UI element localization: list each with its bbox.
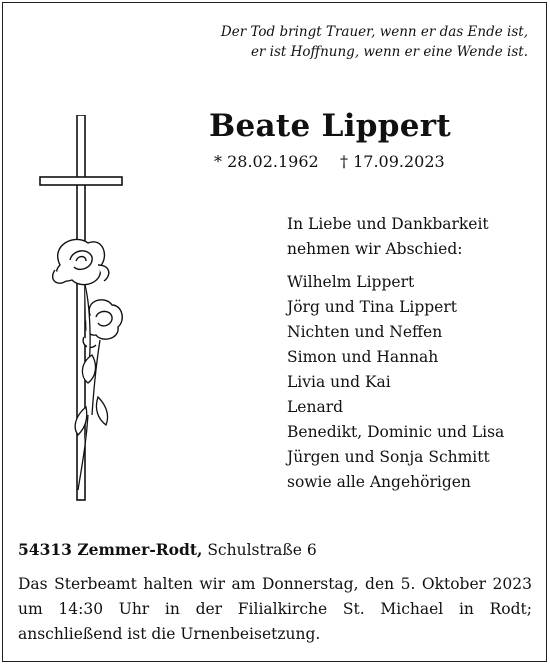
- intro-line-2: nehmen wir Abschied:: [287, 240, 463, 258]
- service-note: Das Sterbeamt halten wir am Donnerstag, den 5. Oktober 2023 um 14:30 Uhr in der Filialkirche St. Michael in Rodt; anschließend ist die Urnenbeisetzung.: [18, 575, 532, 643]
- cross-with-roses-icon: [30, 115, 140, 505]
- address-city: 54313 Zemmer-Rodt,: [18, 540, 203, 559]
- epitaph-quote: [221, 22, 528, 62]
- intro-line-1: In Liebe und Dankbarkeit: [287, 215, 489, 233]
- mourning-address: [18, 540, 317, 559]
- mourner-name: sowie alle Angehörigen: [287, 473, 471, 491]
- mourners-intro: [287, 212, 504, 262]
- mourner-name: Lenard: [287, 398, 344, 416]
- mourners-list: [287, 212, 504, 495]
- quote-line-1: Der Tod bringt Trauer, wenn er das Ende ist,: [220, 24, 528, 40]
- address-street: Schulstraße 6: [207, 541, 317, 559]
- mourner-name: Wilhelm Lippert: [287, 273, 415, 291]
- mourner-name: Jörg und Tina Lippert: [287, 298, 457, 316]
- quote-line-2: er ist Hoffnung, wenn er eine Wende ist.: [250, 44, 528, 60]
- mourner-name: Jürgen und Sonja Schmitt: [287, 448, 490, 466]
- deceased-name: Beate Lippert: [208, 108, 452, 144]
- mourner-name: Simon und Hannah: [287, 348, 439, 366]
- mourner-name: Nichten und Neffen: [287, 323, 443, 341]
- birth-date: * 28.02.1962: [214, 152, 319, 171]
- mourner-name: Livia und Kai: [287, 373, 391, 391]
- mourner-name: Benedikt, Dominic und Lisa: [287, 423, 505, 441]
- death-date: † 17.09.2023: [340, 152, 445, 171]
